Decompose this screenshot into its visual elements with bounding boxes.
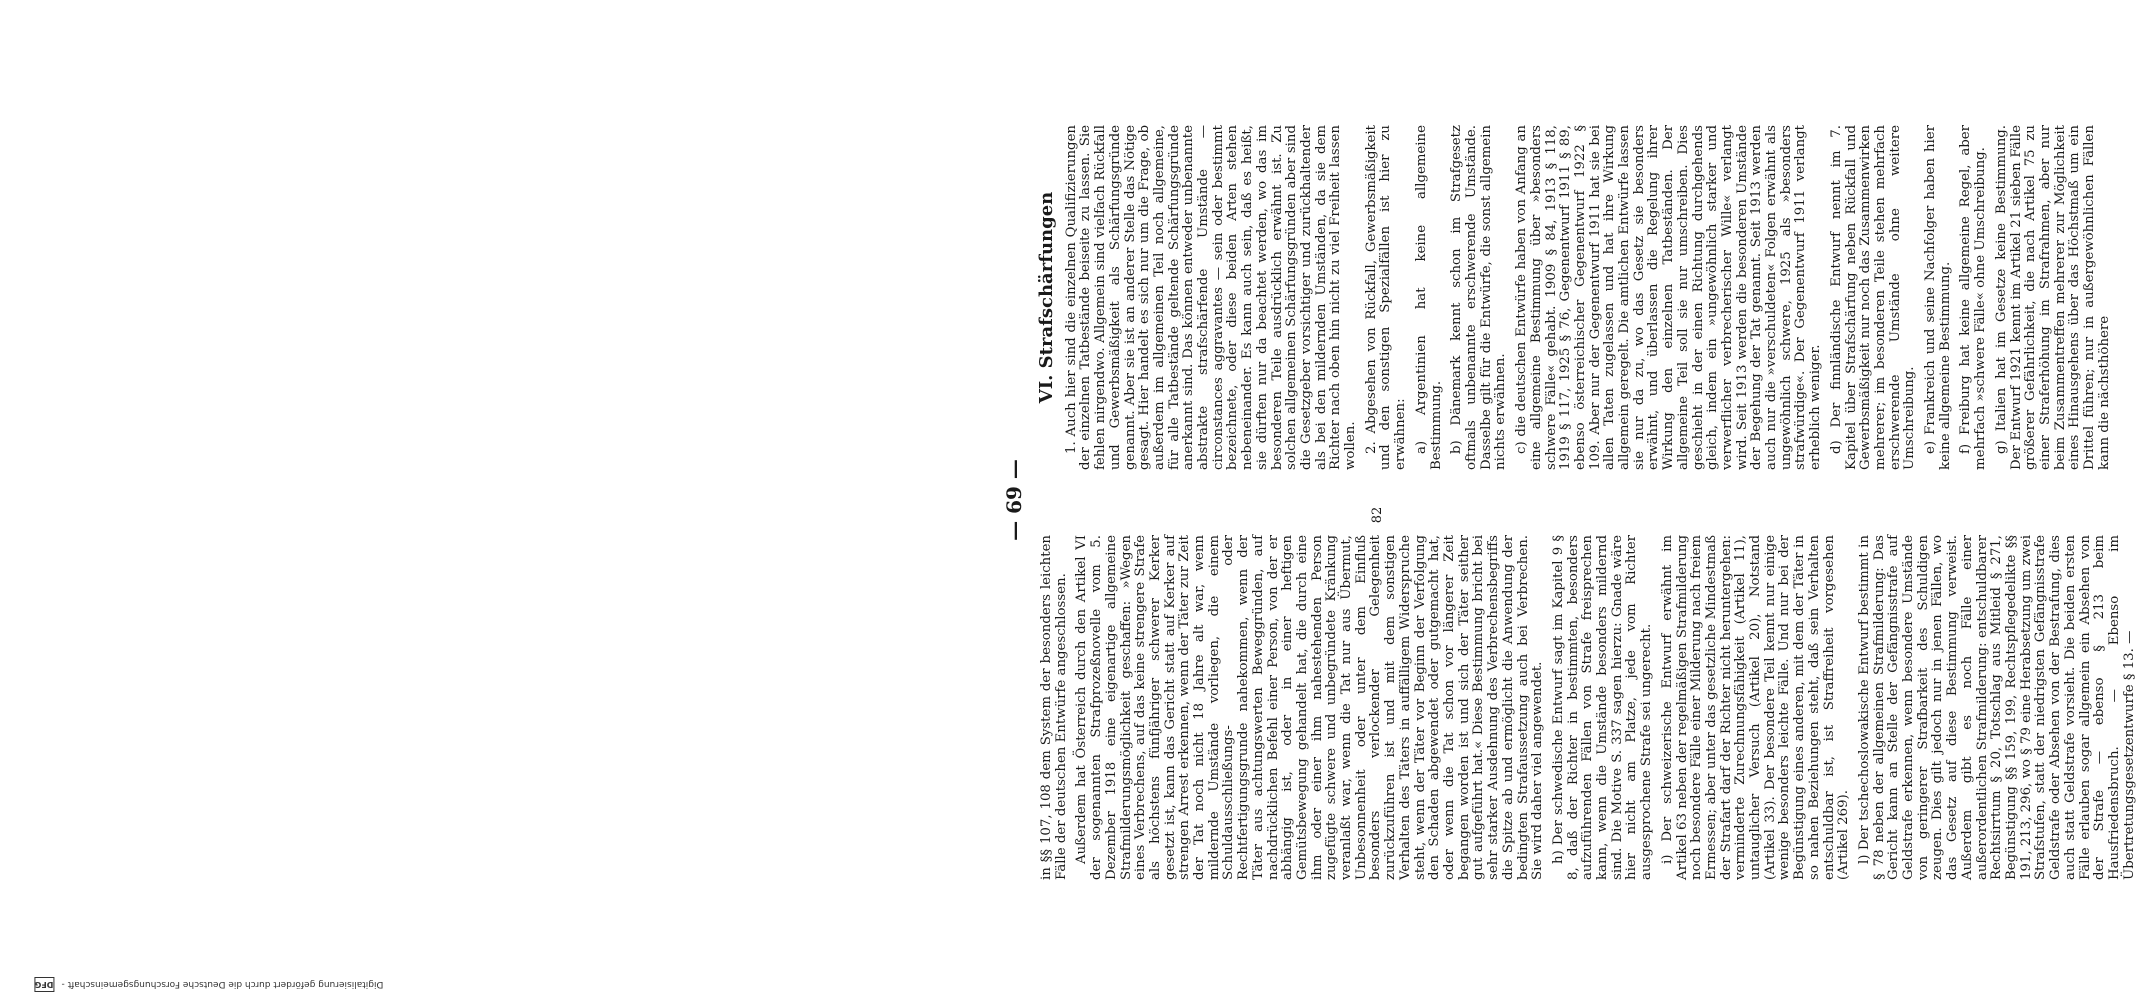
footer-page-number: 82 <box>1370 506 1385 524</box>
left-paragraph: i) Der schweizerische Entwurf erwähnt im Artikel 63 neben der regelmäßigen Strafmilderung noch besondere Fälle einer Milderung nach freiem Ermessen; aber unter das gesetzliche Mindestmaß der Strafart darf der Richter nicht heruntergehen: verminderte Zurechnungsfähigkeit (Artikel 11), untauglicher Versuch (Artikel 20), Notstand (Artikel 33). Der besondere Teil kennt nur einige wenige besonders leichte Fälle. Und nur bei der Begünstigung eines anderen, mit dem der Täter in so nahen Beziehungen steht, daß sein Verhalten entschuldbar ist, ist Straffreiheit vorgesehen (Artikel 269). <box>1659 535 1852 880</box>
section-title: VI. Strafschärfungen <box>1036 191 1057 404</box>
left-paragraph: l) Der tschechoslowakische Entwurf bestimmt in § 78 neben der allgemeinen Strafmilderung: Das Gericht kann an Stelle der Gefängnisstrafe auf Geldstrafe erkennen, wenn besondere Umstände von geringerer Strafbarkeit des Schuldigen zeugen. Dies gilt jedoch nur in jenen Fällen, wo das Gesetz auf diese Bestimmung verweist. Außerdem gibt es noch Fälle einer außerordentlichen Strafmilderung: entschuldbarer Rechtsirrtum § 20, Totschlag aus Mitleid § 271, Begünstigung §§ 159, 199, Rechtspflegedelikte §§ 191, 213, 296, wo § 79 eine Herabsetzung um zwei Strafstufen, statt der niedrigsten Gefängnisstrafe Geldstrafe oder Absehen von der Bestrafung, dies auch statt Geldstrafe vorsieht. Die beiden ersten Fälle erlauben sogar allgemein ein Absehen von der Strafe — ebenso § 213 beim Hausfriedensbruch. — Ebenso im Übertretungsgesetzentwurfe § 13. — <box>1856 535 2137 880</box>
digitization-text: Digitalisierung gefördert durch die Deutsche Forschungsgemeinschaft - <box>61 979 384 989</box>
right-paragraph: g) Italien hat im Gesetze keine Bestimmung. Der Entwurf 1921 kennt im Artikel 21 sieben Fälle größerer Gefährlichkeit, die nach Artikel 75 zu einer Straferhöhung im Strafrahmen, aber nur beim Zusammentreffen mehrerer zur Möglichkeit eines Hinausgehens über das Höchstmaß um ein Drittel führen; nur in außergewöhnlichen Fällen kann die nächsthöhere <box>1993 125 2112 470</box>
right-paragraph: d) Der finnländische Entwurf nennt im 7. Kapitel über Strafschärfung neben Rückfall und Gewerbsmäßigkeit nur noch das Zusammenwirken mehrerer; im besonderen Teile stehen mehrfach erschwerende Umstände ohne weitere Umschreibung. <box>1828 125 1918 470</box>
right-paragraph: a) Argentinien hat keine allgemeine Bestimmung. <box>1413 125 1444 470</box>
right-paragraph: f) Freiburg hat keine allgemeine Regel, aber mehrfach »schwere Fälle« ohne Umschreibung. <box>1958 125 1989 470</box>
left-paragraph: h) Der schwedische Entwurf sagt im Kapitel 9 § 8, daß der Richter in bestimmten, besonders aufzuführenden Fällen von Strafe freisprechen kann, wenn die Umstände besonders mildernd sind. Die Motive S. 337 sagen hierzu: Gnade wäre hier nicht am Platze, jede vom Richter ausgesprochene Strafe sei ungerecht. <box>1550 535 1655 880</box>
right-text-column <box>1036 125 2119 470</box>
right-paragraph: b) Dänemark kennt schon im Strafgesetz oftmals unbenannte erschwerende Umstände. Dasselbe gilt für die Entwürfe, die sonst allgemein nichts erwähnen. <box>1449 125 1509 470</box>
left-paragraph: in §§ 107, 108 dem System der besonders leichten Fälle der deutschen Entwürfe angeschlossen. <box>1039 535 1069 880</box>
right-paragraph: 1. Auch hier sind die einzelnen Qualifizierungen der einzelnen Tatbestände beiseite zu lassen. Sie fehlen nirgendwo. Allgemein sind vielfach Rückfall und Gewerbsmäßigkeit als Schärfungsgründe genannt. Aber sie ist an anderer Stelle das Nötige gesagt. Hier handelt es sich nur um die Frage, ob außerdem im allgemeinen Teil noch allgemeine, für alle Tatbestände geltende Schärfungsgründe anerkannt sind. Das können entweder unbenannte abstrakte strafschärfende Umstände — circonstances aggravantes — sein oder bestimmt bezeichnete, oder diese beiden Arten stehen nebeneinander. Es kann auch sein, daß es heißt, sie dürften nur da beachtet werden, wo das im besonderen Teile ausdrücklich erwähnt ist. Zu solchen allgemeinen Schärfungsgründen aber sind die Gesetzgeber vorsichtiger und zurückhaltender als bei den mildernden Umständen, da sie dem Richter nach oben hin nicht zu viel Freiheit lassen wollen. <box>1063 125 1359 470</box>
right-paragraph: 2. Abgesehen von Rückfall, Gewerbsmäßigkeit und den sonstigen Spezialfällen ist hier zu erwähnen: <box>1363 125 1409 470</box>
left-paragraph: Außerdem hat Österreich durch den Artikel VI der sogenannten Strafprozeßnovelle vom 5. Dezember 1918 eine eigenartige allgemeine Strafmilderungsmöglichkeit geschaffen: »Wegen eines Verbrechens, auf das keine strengere Strafe als höchstens fünfjähriger schwerer Kerker gesetzt ist, kann das Gericht statt auf Kerker auf strengen Arrest erkennen, wenn der Täter zur Zeit der Tat noch nicht 18 Jahre alt war, wenn mildernde Umstände vorliegen, die einem Schuldausschließungs- oder Rechtfertigungsgrunde nahekommen, wenn der Täter aus achtungswerten Beweggründen, auf nachdrücklichen Befehl einer Person, von der er abhängig ist, oder in einer heftigen Gemütsbewegung gehandelt hat, die durch eine ihm oder einer ihm nahestehenden Person zugefügte schwere und unbegründete Kränkung veranlaßt war, wenn die Tat nur aus Übermut, Unbesonnenheit oder unter dem Einfluß besonders verlockender Gelegenheit zurückzuführen ist und mit dem sonstigen Verhalten des Täters in auffälligem Widerspruche steht, wenn der Täter vor Beginn der Verfolgung den Schaden abgewendet oder gutgemacht hat, oder wenn die Tat schon vor längerer Zeit begangen worden ist und sich der Täter seither gut aufgeführt hat.« Diese Bestimmung bricht bei sehr starker Ausdehnung des Verbrechensbegriffs die Spitze ab und ermöglicht die Anwendung der bedingten Strafaussetzung auch bei Verbrechen. Sie wird daher viel angewendet. <box>1074 535 1546 880</box>
header-page-number: — 69 — <box>1002 459 1026 541</box>
digitization-note <box>34 974 383 992</box>
page-header <box>1002 150 1032 850</box>
right-paragraph: e) Frankreich und seine Nachfolger haben hier keine allgemeine Bestimmung. <box>1923 125 1953 470</box>
left-text-column <box>1040 535 2143 880</box>
dfg-logo: DFG <box>34 977 55 992</box>
right-paragraph: c) die deutschen Entwürfe haben von Anfang an eine allgemeine Bestimmung über »besonders schwere Fälle« gehabt. 1909 § 84, 1913 § 118, 1919 § 117, 1925 § 76, Gegenentwurf 1911 § 89, ebenso österreichischer Gegenentwurf 1922 § 109. Aber nur der Gegenentwurf 1911 hat sie bei allen Taten zugelassen und hat ihre Wirkung allgemein geregelt. Die amtlichen Entwürfe lassen sie nur da zu, wo das Gesetz sie besonders erwähnt, und überlassen die Regelung ihrer Wirkung den einzelnen Tatbeständen. Der allgemeine Teil soll sie nur umschreiben. Dies geschieht in der einen Richtung durchgehends gleich, indem ein »ungewöhnlich starker und verwerflicher verbrecherischer Wille« verlangt wird. Seit 1913 werden die besonderen Umstände der Begehung der Tat genannt. Seit 1913 werden auch nur die »verschuldeten« Folgen erwähnt als ungewöhnlich schwere, 1925 als »besonders strafwürdige«. Der Gegenentwurf 1911 verlangt erheblich weniger. <box>1514 125 1824 470</box>
